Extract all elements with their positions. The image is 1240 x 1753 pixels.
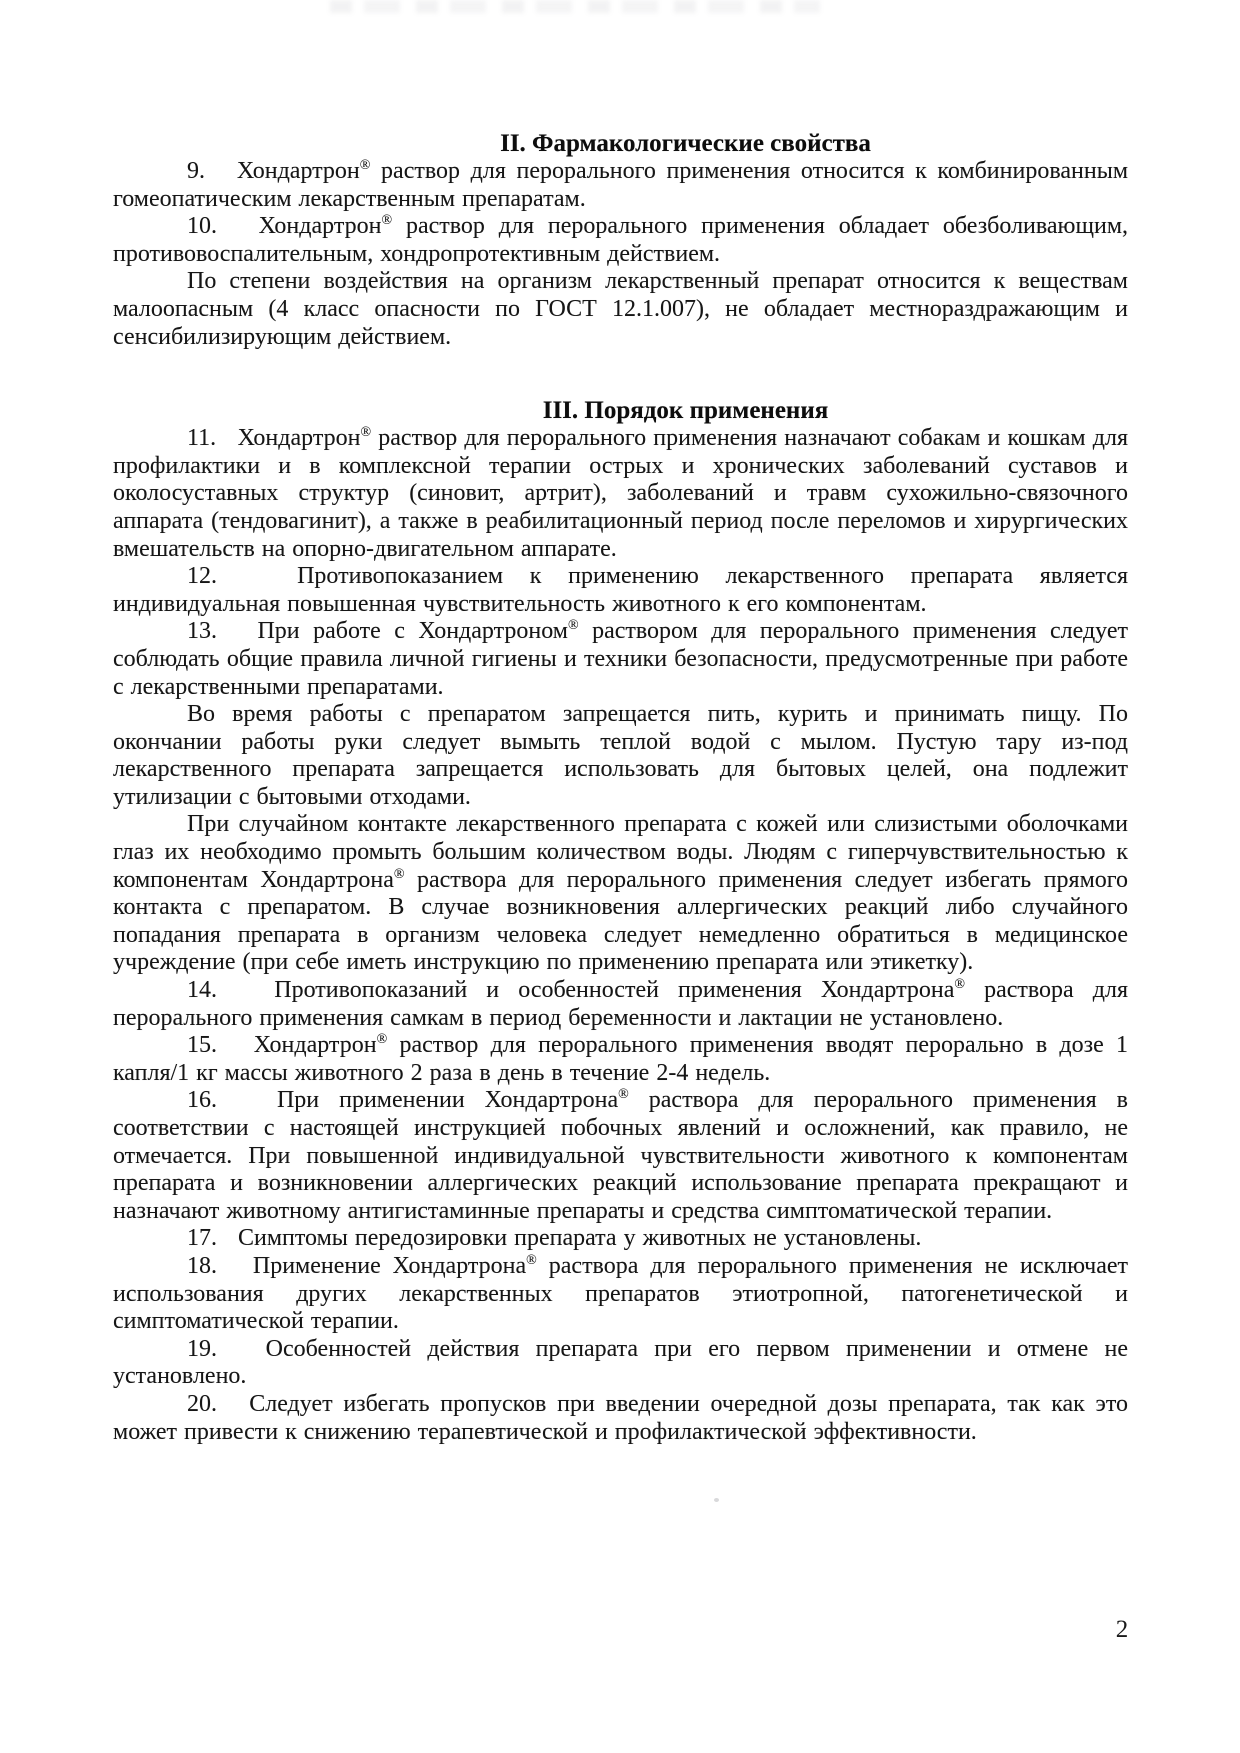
registered-trademark-icon: ®: [954, 977, 965, 993]
paragraph-number: 11.: [187, 425, 238, 452]
paragraph-number: 13.: [187, 618, 258, 645]
paragraph: При случайном контакте лекарственного препарата с кожей или слизистыми оболочками глаз их необходимо промыть большим количеством воды. Людям с гиперчувствительностью к компонентам Хондартрона® раствора для перорального применения следует избегать прямого контакта с препаратом. В случае возникновения аллергических реакций либо случайного попадания препарата в организм человека следует немедленно обратиться в медицинское учреждение (при себе иметь инструкцию по применению препарата или этикетку).: [113, 811, 1128, 976]
paragraph: 12. Противопоказанием к применению лекарственного препарата является индивидуальная повышенная чувствительность животного к его компонентам.: [113, 563, 1128, 617]
paragraph-number: 17.: [187, 1225, 238, 1252]
paragraph: 19. Особенностей действия препарата при его первом применении и отмене не установлено.: [113, 1335, 1129, 1390]
paragraph-number: 19.: [187, 1335, 266, 1362]
section-heading: II. Фармакологические свойства: [500, 130, 871, 157]
paragraph: 14. Противопоказаний и особенностей применения Хондартрона® раствора для перорального применения самкам в период беременности и лактации не установлено.: [113, 977, 1129, 1031]
paragraph-number: 14.: [187, 977, 275, 1004]
paragraph: 10. Хондартрон® раствор для перорального применения обладает обезболивающим, противовоспалительным, хондропротективным действием.: [113, 213, 1129, 267]
paragraph-number: 9.: [187, 158, 237, 184]
registered-trademark-icon: ®: [381, 213, 393, 229]
page-number: 2: [1115, 1616, 1129, 1643]
paragraph: 13. При работе с Хондартроном® раствором для перорального применения следует соблюдать общие правила личной гигиены и техники безопасности, предусмотренные при работе с лекарственными препаратами.: [113, 618, 1129, 700]
paragraph: По степени воздействия на организм лекарственный препарат относится к веществам малоопасным (4 класс опасности по ГОСТ 12.1.007), не обладает местнораздражающим и сенсибилизирующим действием.: [113, 268, 1128, 350]
paragraph: Во время работы с препаратом запрещается пить, курить и принимать пищу. По окончании работы руки следует вымыть теплой водой с мылом. Пустую тару из-под лекарственного препарата запрещается использовать для бытовых целей, она подлежит утилизации с бытовыми отходами.: [113, 701, 1128, 810]
paragraph-number: 16.: [187, 1087, 277, 1114]
paragraph: 15. Хондартрон® раствор для перорального применения вводят перорально в дозе 1 капля/1 кг массы животного 2 раза в день в течение 2-4 недель.: [113, 1032, 1129, 1086]
registered-trademark-icon: ®: [618, 1087, 629, 1103]
paragraph: 16. При применении Хондартрона® раствора для перорального применения в соответствии с настоящей инструкцией побочных явлений и осложнений, как правило, не отмечается. При повышенной индивидуальной чувствительности животного к компонентам препарата и возникновении аллергических реакций использование препарата прекращают и назначают животному антигистаминные препараты и средства симптоматической терапии.: [113, 1087, 1128, 1224]
registered-trademark-icon: ®: [526, 1252, 537, 1268]
paragraph-number: 12.: [187, 563, 298, 590]
paragraph: 20. Следует избегать пропусков при введении очередной дозы препарата, так как это может привести к снижению терапевтической и профилактической эффективности.: [113, 1390, 1129, 1445]
document-body: [113, 130, 1128, 1446]
paragraph-number: 10.: [187, 213, 259, 240]
scan-artifact-top: [330, 0, 820, 13]
registered-trademark-icon: ®: [567, 618, 579, 634]
paragraph: 9. Хондартрон® раствор для перорального применения относится к комбинированным гомеопатическим лекарственным препаратам.: [113, 158, 1129, 212]
paragraph: 11. Хондартрон® раствор для перорального применения назначают собакам и кошкам для профилактики и в комплексной терапии острых и хронических заболеваний суставов и околосуставных структур (синовит, артрит), заболеваний и травм сухожильно-связочного аппарата (тендовагинит), а также в реабилитационный период после переломов и хирургических вмешательств на опорно-двигательном аппарате.: [113, 425, 1128, 562]
registered-trademark-icon: ®: [376, 1032, 388, 1048]
registered-trademark-icon: ®: [360, 425, 372, 441]
paragraph: 17. Симптомы передозировки препарата у животных не установлены.: [187, 1225, 922, 1252]
paragraph-number: 18.: [187, 1252, 253, 1279]
scan-speckle: [714, 1498, 719, 1502]
registered-trademark-icon: ®: [359, 158, 371, 173]
registered-trademark-icon: ®: [393, 866, 405, 882]
paragraph-number: 20.: [187, 1390, 250, 1417]
paragraph: 18. Применение Хондартрона® раствора для перорального применения не исключает использования других лекарственных препаратов этиотропной, патогенетической и симптоматической терапии.: [113, 1252, 1129, 1335]
section-heading: III. Порядок применения: [542, 397, 829, 425]
paragraph-number: 15.: [187, 1032, 254, 1059]
